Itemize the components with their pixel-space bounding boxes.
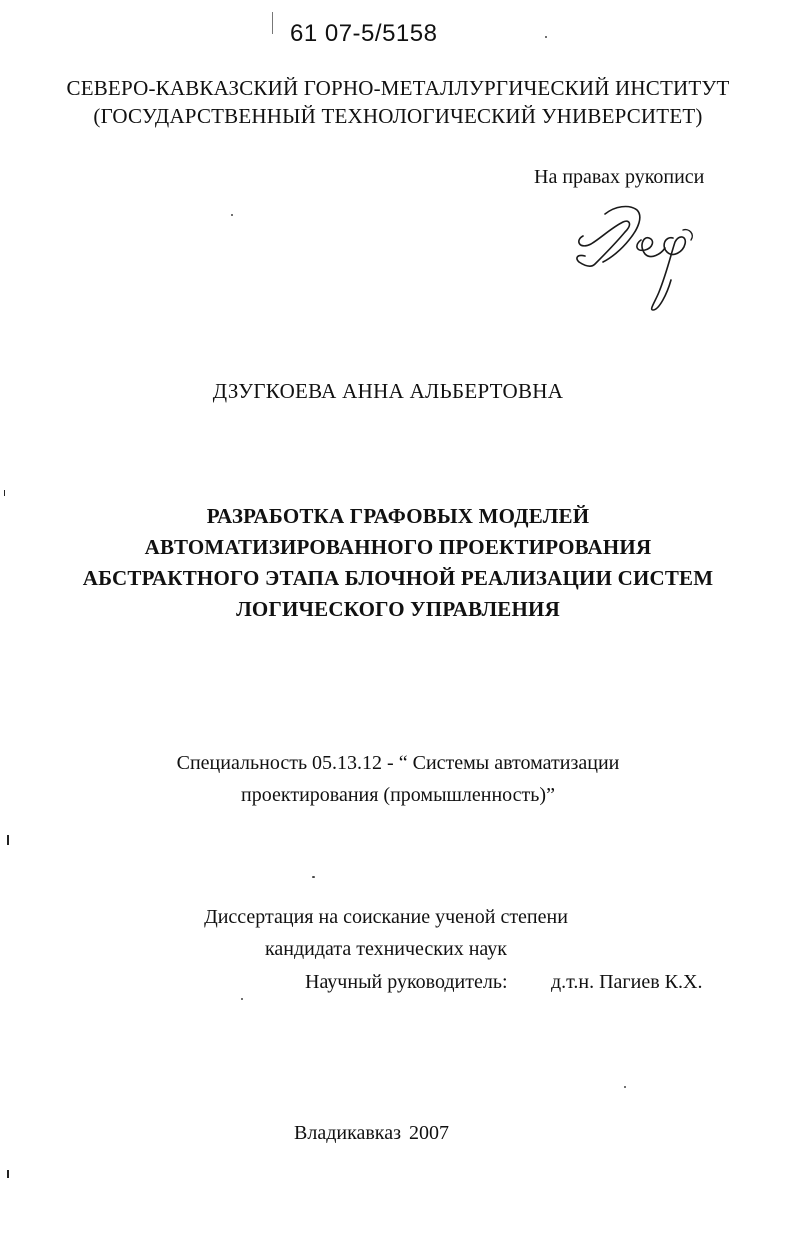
dissertation-title-line-4: ЛОГИЧЕСКОГО УПРАВЛЕНИЯ [236, 597, 560, 621]
specialty-line-2: проектирования (промышленность)” [241, 784, 555, 806]
author-name: ДЗУГКОЕВА АННА АЛЬБЕРТОВНА [212, 379, 564, 403]
stamp-tick-mark [272, 12, 273, 34]
dissertation-title-line-2: АВТОМАТИЗИРОВАННОГО ПРОЕКТИРОВАНИЯ [144, 535, 652, 559]
scan-speck [624, 1086, 626, 1088]
scan-speck [545, 36, 547, 38]
supervisor-name: д.т.н. Пагиев К.Х. [551, 971, 703, 993]
library-stamp-number: 61 07-5/5158 [290, 20, 438, 47]
degree-line-1: Диссертация на соискание ученой степени [204, 906, 568, 928]
scan-speck [312, 876, 315, 878]
scan-edge-mark [7, 835, 9, 845]
signature-icon [565, 200, 715, 318]
scan-edge-mark [4, 490, 5, 496]
degree-line-2: кандидата технических наук [264, 938, 508, 960]
scan-speck [231, 214, 233, 216]
dissertation-title-line-3: АБСТРАКТНОГО ЭТАПА БЛОЧНОЙ РЕАЛИЗАЦИИ СИСТЕМ [82, 566, 714, 590]
supervisor-label: Научный руководитель: [305, 971, 508, 993]
scan-edge-mark [7, 1170, 9, 1178]
manuscript-rights-note: На правах рукописи [534, 166, 705, 188]
specialty-line-1: Специальность 05.13.12 - “ Системы автоматизации [176, 752, 620, 774]
city-year: Владикавказ 2007 [294, 1122, 450, 1144]
institute-name-line-1: СЕВЕРО-КАВКАЗСКИЙ ГОРНО-МЕТАЛЛУРГИЧЕСКИЙ ИНСТИТУТ [66, 76, 730, 100]
dissertation-title-line-1: РАЗРАБОТКА ГРАФОВЫХ МОДЕЛЕЙ [206, 504, 590, 528]
institute-name-line-2: (ГОСУДАРСТВЕННЫЙ ТЕХНОЛОГИЧЕСКИЙ УНИВЕРСИТЕТ) [93, 104, 703, 128]
scan-speck [241, 998, 243, 1000]
